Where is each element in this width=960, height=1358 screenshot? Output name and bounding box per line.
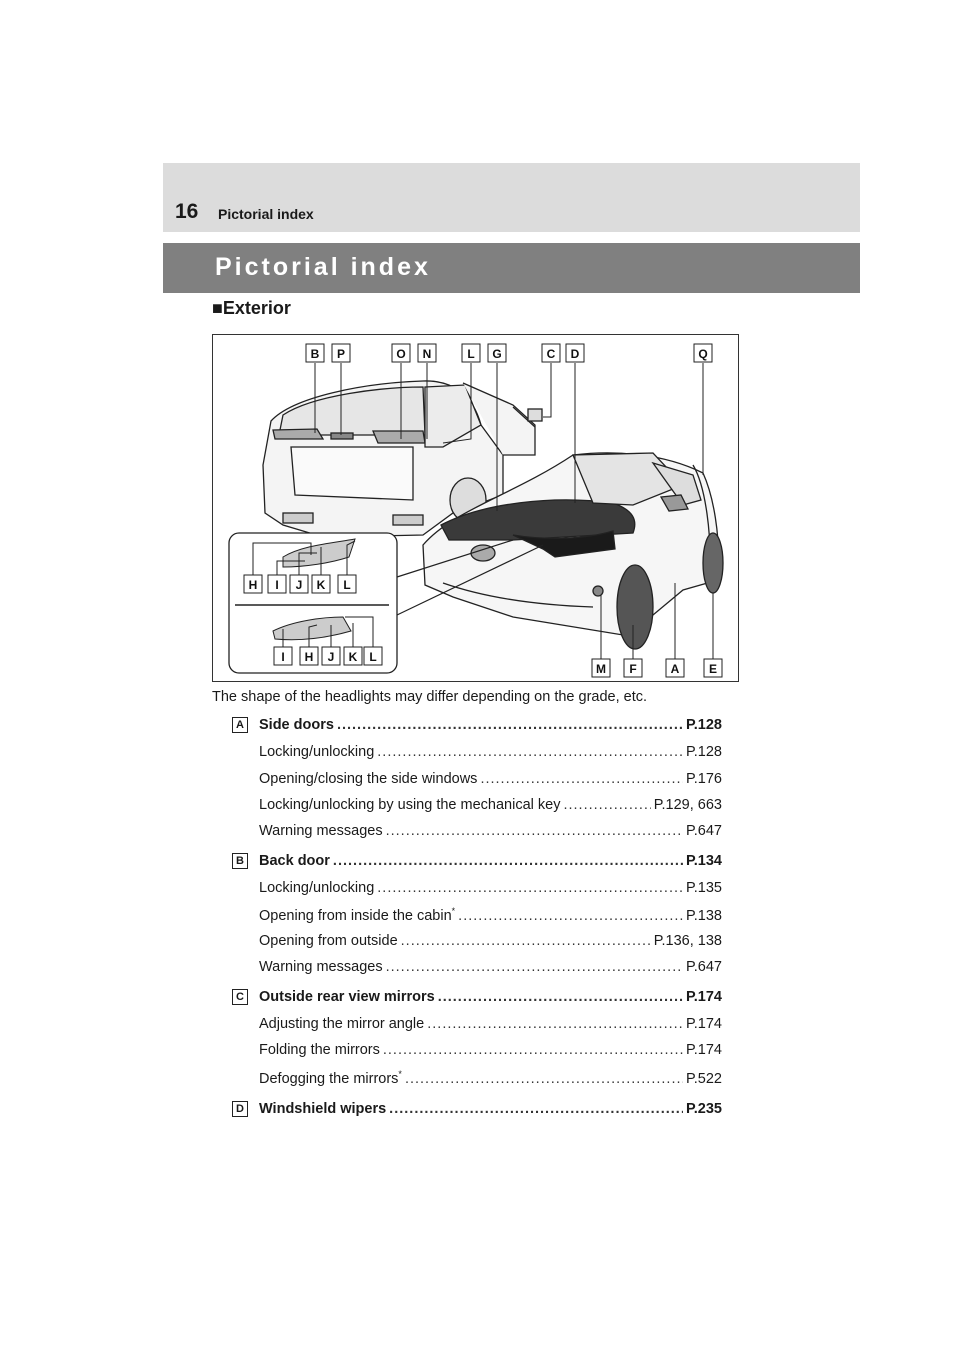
item-b-sub-entry[interactable] [259, 880, 722, 902]
item-c-sub-entry[interactable] [259, 1069, 722, 1091]
running-header-title: Pictorial index [218, 206, 314, 222]
item-b-sub-entry[interactable] [259, 906, 722, 928]
item-letter: C [232, 989, 248, 1005]
callout-label: I [275, 578, 279, 592]
leader-dots [458, 908, 683, 924]
callout-label: O [396, 347, 406, 361]
entry-text: Opening from outside [259, 933, 398, 949]
leader-dots [377, 744, 683, 760]
exterior-figure [212, 334, 739, 682]
callout-label: L [467, 347, 475, 361]
item-d-title-entry[interactable] [259, 1101, 722, 1123]
entry-page: P.138 [685, 907, 722, 924]
title-banner [163, 243, 860, 293]
callout-label: H [304, 650, 314, 664]
callout-label: L [343, 578, 351, 592]
figure-caption: The shape of the headlights may differ depending on the grade, etc. [212, 689, 648, 705]
item-a-sub-entry[interactable] [259, 744, 722, 766]
entry-text: Back door [259, 853, 330, 869]
entry-text: Locking/unlocking [259, 880, 375, 896]
entry-page: P.129, 663 [653, 797, 722, 813]
item-c-sub-entry[interactable] [259, 1042, 722, 1064]
entry-text: Warning messages [259, 823, 383, 839]
item-letter: B [232, 853, 248, 869]
leader-dots [563, 797, 650, 813]
callout-label: P [336, 347, 346, 361]
leader-dots [427, 1016, 683, 1032]
callout-label: H [248, 578, 258, 592]
entry-page: P.647 [685, 823, 722, 839]
entry-text: Folding the mirrors [259, 1042, 380, 1058]
leader-dots [377, 880, 683, 896]
item-b-title-entry[interactable] [259, 853, 722, 875]
entry-text: Side doors [259, 717, 334, 733]
entry-text: Windshield wipers [259, 1101, 387, 1117]
leader-dots [337, 717, 683, 733]
entry-page: P.647 [685, 959, 722, 975]
leader-dots [386, 823, 683, 839]
callout-label: I [281, 650, 285, 664]
callout-label: J [327, 650, 335, 664]
item-a-title-entry[interactable] [259, 717, 722, 739]
inset-bottom-callouts [274, 647, 382, 665]
callout-label: B [310, 347, 320, 361]
entry-page: P.134 [685, 853, 722, 869]
callout-label: E [708, 662, 718, 676]
top-callouts [306, 344, 712, 362]
entry-page: P.128 [685, 717, 722, 733]
callout-label: C [546, 347, 556, 361]
item-c-title-entry[interactable] [259, 989, 722, 1011]
entry-page: P.174 [685, 989, 722, 1005]
callout-label: K [348, 650, 358, 664]
leader-dots [438, 989, 683, 1005]
entry-text: Opening/closing the side windows [259, 771, 478, 787]
callout-label: J [295, 578, 303, 592]
callout-label: A [670, 662, 680, 676]
banner-title: Pictorial index [215, 253, 431, 281]
entry-text: Defogging the mirrors [259, 1070, 399, 1087]
item-b-sub-entry[interactable] [259, 959, 722, 981]
inset-top-callouts [244, 575, 356, 593]
item-a-sub-entry[interactable] [259, 823, 722, 845]
entry-text: Locking/unlocking [259, 744, 375, 760]
entry-text: Warning messages [259, 959, 383, 975]
entry-page: P.135 [685, 880, 722, 896]
item-letter: A [232, 717, 248, 733]
entry-page: P.128 [685, 744, 722, 760]
item-a-sub-entry[interactable] [259, 797, 722, 819]
entry-page: P.235 [685, 1101, 722, 1117]
item-b-sub-entry[interactable] [259, 933, 722, 955]
vehicle-illustration [213, 335, 740, 683]
entry-page: P.136, 138 [653, 933, 722, 949]
entry-page: P.176 [685, 771, 722, 787]
callout-label: M [596, 662, 606, 676]
callout-label: K [316, 578, 326, 592]
leader-dots [333, 853, 683, 869]
callout-label: N [422, 347, 432, 361]
bottom-callouts [592, 659, 722, 677]
page-number: 16 [175, 200, 199, 223]
item-c-sub-entry[interactable] [259, 1016, 722, 1038]
callout-label: G [492, 347, 502, 361]
leader-dots [405, 1071, 683, 1087]
entry-page: P.174 [685, 1016, 722, 1032]
entry-text: Locking/unlocking by using the mechanical key [259, 797, 561, 813]
entry-page: P.174 [685, 1042, 722, 1058]
leader-dots [383, 1042, 683, 1058]
section-heading: ■Exterior [212, 298, 291, 318]
leader-dots [401, 933, 651, 949]
footnote-star: * [451, 906, 456, 916]
leader-dots [386, 959, 683, 975]
callout-label: Q [698, 347, 708, 361]
callout-label: D [570, 347, 580, 361]
entry-text: Adjusting the mirror angle [259, 1016, 425, 1032]
leader-dots [480, 771, 683, 787]
item-a-sub-entry[interactable] [259, 771, 722, 793]
callout-label: F [629, 662, 637, 676]
callout-label: L [369, 650, 377, 664]
entry-text: Outside rear view mirrors [259, 989, 435, 1005]
leader-dots [389, 1101, 683, 1117]
item-letter: D [232, 1101, 248, 1117]
entry-text: Opening from inside the cabin [259, 907, 452, 924]
footnote-star: * [398, 1069, 402, 1079]
entry-page: P.522 [685, 1070, 722, 1087]
